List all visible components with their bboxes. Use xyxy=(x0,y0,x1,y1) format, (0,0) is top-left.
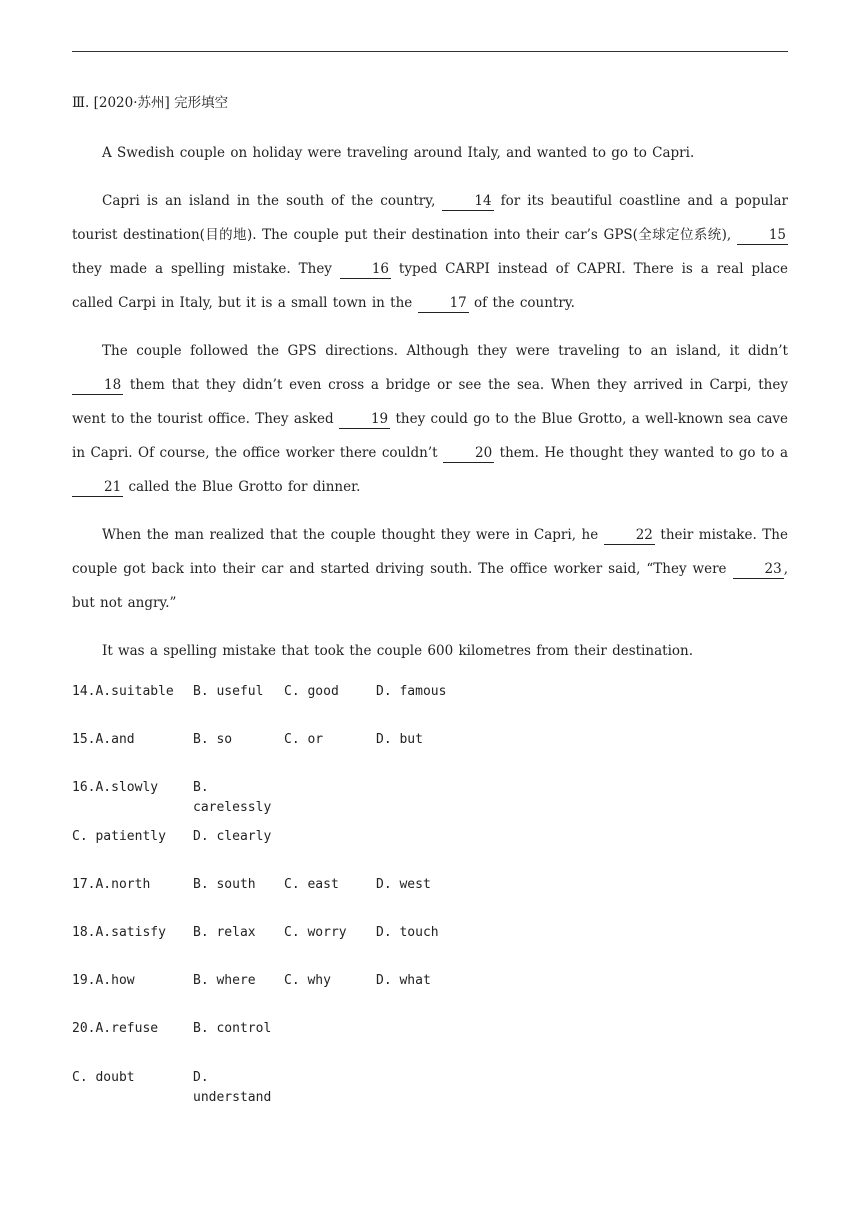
text-run: for its beautiful coastline and a popular tourist destination(目的地). The couple put their destination into their car’s GPS(全球定位系统), xyxy=(72,193,788,243)
option-a: 19.A.how xyxy=(72,973,135,989)
blank-18: 18 xyxy=(72,377,123,395)
option-c: C. good xyxy=(284,684,339,699)
document-page xyxy=(72,88,788,1116)
blank-21: 21 xyxy=(72,479,123,497)
passage-paragraph-4 xyxy=(72,518,788,620)
text-run: When the man realized that the couple thought they were in Capri, he xyxy=(102,527,604,543)
passage-paragraph-2 xyxy=(72,184,788,320)
option-row xyxy=(72,875,788,923)
option-b: B. relax xyxy=(193,924,256,940)
option-b: B. useful xyxy=(193,684,264,699)
text-run: of the country. xyxy=(468,295,575,311)
blank-15: 15 xyxy=(737,227,788,245)
option-row xyxy=(72,730,788,778)
option-b: B. so xyxy=(193,732,233,748)
text-run: The couple followed the GPS directions. Although they were traveling to an island, it didn’t xyxy=(102,343,788,359)
text-run: called the Blue Grotto for dinner. xyxy=(123,479,361,495)
option-a: 17.A.north xyxy=(72,876,151,892)
blank-23: 23 xyxy=(733,561,784,579)
text-run: , but not angry.” xyxy=(72,561,788,611)
option-row xyxy=(72,778,788,826)
text-run: typed CARPI instead of CAPRI. There is a real place called Carpi in Italy, but it is a small town in the xyxy=(72,261,788,311)
option-d: D. but xyxy=(376,732,423,748)
section-heading: Ⅲ. [2020·苏州] 完形填空 xyxy=(72,95,229,111)
text-run: they could go to the Blue Grotto, a well-known sea cave in Capri. Of course, the office worker there couldn’t xyxy=(72,411,788,461)
passage-paragraph-3 xyxy=(72,334,788,504)
option-b: B. south xyxy=(193,876,256,892)
option-c: C. patiently xyxy=(72,828,166,844)
option-d: D. west xyxy=(376,876,431,892)
blank-22: 22 xyxy=(604,527,655,545)
option-a: 14.A.suitable xyxy=(72,684,174,699)
option-row xyxy=(72,682,788,730)
header-rule xyxy=(72,51,788,52)
option-c: C. worry xyxy=(284,924,347,940)
option-b: B. where xyxy=(193,973,256,989)
option-b: B. carelessly xyxy=(193,780,272,816)
options-list xyxy=(72,682,788,1116)
option-row xyxy=(72,827,788,875)
blank-17: 17 xyxy=(418,295,469,313)
option-a: 20.A.refuse xyxy=(72,1021,159,1037)
option-row xyxy=(72,971,788,1019)
option-a: 15.A.and xyxy=(72,732,135,748)
blank-20: 20 xyxy=(443,445,494,463)
option-c: C. east xyxy=(284,876,339,892)
passage-paragraph-5: It was a spelling mistake that took the couple 600 kilometres from their destination. xyxy=(102,643,694,659)
option-row xyxy=(72,923,788,971)
text-run: they made a spelling mistake. They xyxy=(72,261,340,277)
blank-19: 19 xyxy=(339,411,390,429)
option-d: D. touch xyxy=(376,924,439,940)
blank-16: 16 xyxy=(340,261,391,279)
option-d: D. what xyxy=(376,973,431,989)
option-c: C. why xyxy=(284,973,331,989)
option-b: B. control xyxy=(193,1021,272,1037)
text-run: their mistake. The couple got back into their car and started driving south. The office worker said, “They were xyxy=(72,527,788,577)
option-a: 18.A.satisfy xyxy=(72,924,166,940)
option-d: D. clearly xyxy=(193,828,272,844)
text-run: them that they didn’t even cross a bridge or see the sea. When they arrived in Carpi, they went to the tourist office. They asked xyxy=(72,377,788,427)
option-c: C. or xyxy=(284,732,324,748)
option-d: D. famous xyxy=(376,684,447,699)
passage-paragraph-1: A Swedish couple on holiday were traveling around Italy, and wanted to go to Capri. xyxy=(102,145,695,161)
option-a: 16.A.slowly xyxy=(72,780,159,796)
option-row xyxy=(72,1019,788,1067)
option-c: C. doubt xyxy=(72,1069,135,1085)
option-row xyxy=(72,1068,788,1116)
text-run: them. He thought they wanted to go to a xyxy=(494,445,788,461)
blank-14: 14 xyxy=(442,193,493,211)
option-d: D. understand xyxy=(193,1069,272,1105)
text-run: Capri is an island in the south of the country, xyxy=(102,193,443,209)
